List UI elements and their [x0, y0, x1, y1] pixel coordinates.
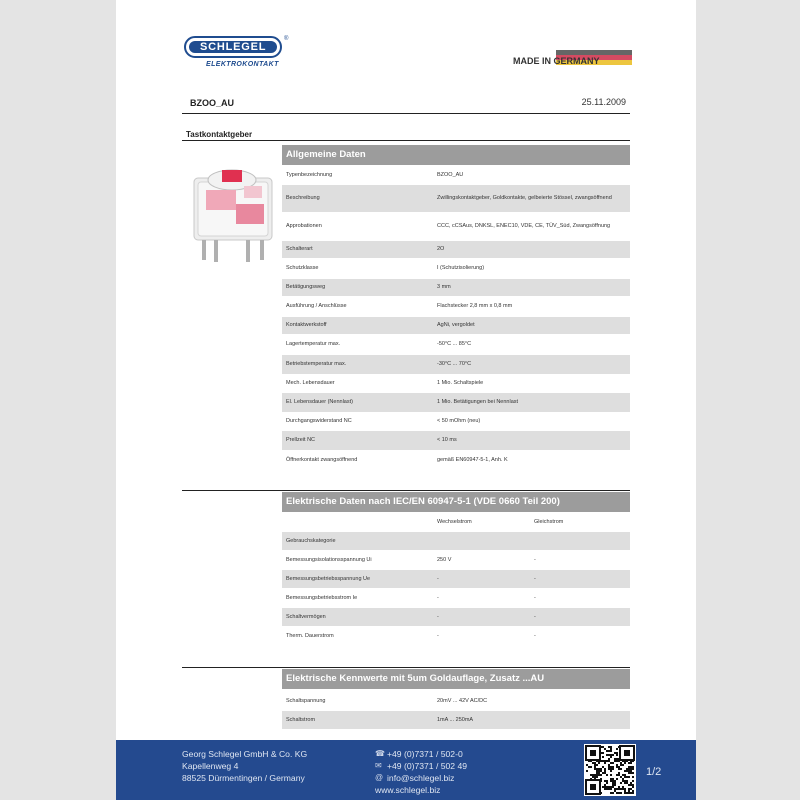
general-row-label: Prellzeit NC	[286, 437, 316, 443]
gold-row	[282, 691, 630, 710]
document-date: 25.11.2009	[581, 97, 626, 107]
general-row-value: CCC, cCSAus, DNKSL, ENEC10, VDE, CE, TÜV_Süd, Zwangsöffnung	[437, 223, 611, 229]
general-row	[282, 212, 630, 240]
gold-row-label: Schaltstrom	[286, 716, 316, 723]
company-street: Kapellenweg 4	[182, 761, 239, 771]
electrical-data-header: Elektrische Daten nach IEC/EN 60947-5-1 (VDE 0660 Teil 200)	[282, 492, 630, 512]
general-row-value: 2O	[437, 246, 445, 252]
general-row	[282, 278, 630, 296]
general-data-header: Allgemeine Daten	[282, 145, 630, 165]
general-row	[282, 184, 630, 212]
general-row	[282, 430, 630, 450]
general-row-value: BZOO_AU	[437, 172, 464, 178]
general-row-label: Ausführung / Anschlüsse	[286, 303, 347, 309]
electrical-row-dc: -	[534, 613, 536, 620]
general-data-table	[282, 166, 630, 470]
electrical-row-ac: -	[437, 632, 439, 639]
schlegel-logo	[184, 36, 294, 70]
electrical-row-label: Bemessungsisolationsspannung Ui	[286, 556, 372, 563]
general-row-label: Betätigungsweg	[286, 284, 326, 290]
col-dc-header: Gleichstrom	[534, 519, 564, 525]
general-row-value: I (Schutzisolierung)	[437, 265, 485, 271]
general-row	[282, 374, 630, 392]
logo-oval	[184, 36, 282, 58]
general-row-value: < 50 mOhm (neu)	[437, 418, 481, 424]
electrical-row-dc	[534, 532, 624, 550]
general-row-label: Schutzklasse	[286, 265, 319, 271]
gold-data-header: Elektrische Kennwerte mit 5um Goldauflage, Zusatz ...AU	[282, 669, 630, 689]
general-row	[282, 354, 630, 374]
electrical-row-label: Bemessungsbetriebsspannung Ue	[286, 575, 371, 582]
general-row	[282, 296, 630, 316]
general-row	[282, 392, 630, 412]
general-row	[282, 334, 630, 354]
col-ac-header: Wechselstrom	[437, 519, 472, 525]
electrical-row-label: Therm. Dauerstrom	[286, 632, 334, 639]
footer	[116, 740, 696, 800]
general-row-label: Typenbezeichnung	[286, 172, 333, 178]
general-row-label: Öffnerkontakt zwangsöffnend	[286, 457, 358, 463]
qr-code	[584, 744, 636, 796]
gold-row	[282, 710, 630, 729]
divider-rule	[182, 490, 630, 491]
gold-data-table	[282, 691, 630, 729]
general-row-label: El. Lebensdauer (Nennlast)	[286, 399, 353, 405]
email-icon: @	[375, 773, 384, 782]
logo-subtitle: ELEKTROKONTAKT	[206, 61, 279, 68]
electrical-row	[282, 531, 630, 550]
electrical-row-dc: -	[534, 594, 536, 601]
gold-row-label: Schaltspannung	[286, 697, 326, 704]
electrical-row-ac: -	[437, 575, 439, 582]
electrical-row-label: Gebrauchskategorie	[286, 537, 336, 544]
phone-number: +49 (0)7371 / 502-0	[387, 749, 463, 759]
general-row-label: Lagertemperatur max.	[286, 341, 341, 347]
company-address	[182, 748, 307, 784]
electrical-row-label: Bemessungsbetriebsstrom Ie	[286, 594, 358, 601]
electrical-row	[282, 607, 630, 626]
general-row-value: -30°C ... 70°C	[437, 361, 472, 367]
general-row-label: Durchgangswiderstand NC	[286, 418, 352, 424]
divider-rule-2	[182, 667, 630, 668]
electrical-col-headers	[282, 513, 630, 531]
header-rule	[182, 113, 630, 114]
electrical-row-ac: -	[437, 613, 439, 620]
registered-mark: ®	[284, 36, 289, 42]
general-row-label: Kontaktwerkstoff	[286, 322, 327, 328]
general-row-value: AgNi, vergoldet	[437, 322, 475, 328]
general-row	[282, 166, 630, 184]
document-id: BZOO_AU	[190, 98, 235, 108]
electrical-row	[282, 588, 630, 607]
electrical-row	[282, 550, 630, 569]
general-row	[282, 240, 630, 258]
general-row-value: 1 Mio. Schaltspiele	[437, 380, 484, 386]
gold-row-value: 20mV ... 42V AC/DC	[437, 697, 488, 704]
company-contact	[375, 748, 467, 796]
general-row-label: Schalterart	[286, 246, 313, 252]
section-rule	[182, 140, 630, 141]
general-row-label: Betriebstemperatur max.	[286, 361, 347, 367]
general-row-label: Beschreibung	[286, 195, 320, 201]
general-row-label: Approbationen	[286, 223, 322, 229]
general-row-value: gemäß EN60947-5-1, Anh. K	[437, 457, 508, 463]
electrical-row-dc: -	[534, 632, 536, 639]
general-row	[282, 258, 630, 278]
email-link[interactable]: info@schlegel.biz	[387, 773, 455, 783]
electrical-col-header-row	[282, 513, 630, 531]
general-row-value: < 10 ms	[437, 437, 457, 443]
page-number: 1/2	[646, 766, 662, 778]
electrical-row-ac: 250 V	[437, 556, 452, 563]
general-row-value: 3 mm	[437, 284, 451, 290]
general-row-value: -50°C ... 85°C	[437, 341, 472, 347]
company-name: Georg Schlegel GmbH & Co. KG	[182, 749, 308, 759]
electrical-row-dc: -	[534, 556, 536, 563]
general-row	[282, 450, 630, 470]
electrical-row-label: Schaltvermögen	[286, 613, 326, 620]
general-row-value: Flachstecker 2,8 mm x 0,8 mm	[437, 303, 513, 309]
general-row	[282, 316, 630, 334]
phone-icon: ☎	[375, 749, 385, 758]
general-row-value: 1 Mio. Betätigungen bei Nennlast	[437, 399, 519, 405]
logo-text: SCHLEGEL	[200, 41, 267, 53]
general-row-label: Mech. Lebensdauer	[286, 380, 335, 386]
electrical-row-dc: -	[534, 575, 536, 582]
electrical-row	[282, 626, 630, 645]
product-image	[184, 160, 284, 270]
electrical-row-ac: -	[437, 594, 439, 601]
website-link[interactable]: www.schlegel.biz	[375, 785, 441, 795]
fax-icon: ✉	[375, 761, 382, 770]
company-city: 88525 Dürmentingen / Germany	[182, 773, 305, 783]
electrical-data-table	[282, 531, 630, 645]
electrical-row	[282, 569, 630, 588]
made-in-germany: MADE IN GERMANY	[513, 56, 600, 66]
datasheet-page	[116, 0, 696, 800]
gold-row-value: 1mA ... 250mA	[437, 716, 474, 723]
general-row	[282, 412, 630, 430]
general-row-value: Zwillingskontaktgeber, Goldkontakte, gelbeierte Stössel, zwangsöffnend	[437, 195, 612, 201]
section-title: Tastkontaktgeber	[186, 130, 253, 139]
fax-number: +49 (0)7371 / 502 49	[387, 761, 468, 771]
